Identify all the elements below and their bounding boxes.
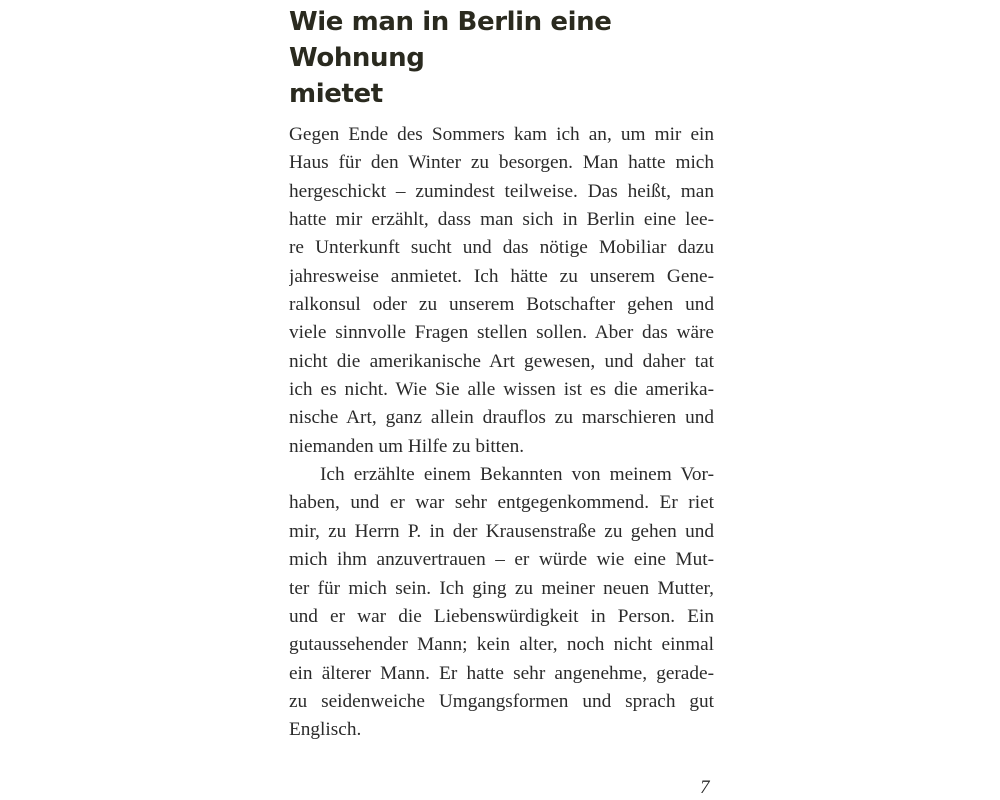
text-line: mir, zu Herrn P. in der Krausenstraße zu gehen und — [289, 520, 714, 542]
text-line: Gegen Ende des Sommers kam ich an, um mir ein — [289, 124, 714, 145]
text-line: Haus für den Winter zu besorgen. Man hatte mich — [289, 152, 714, 174]
chapter-title-line-2: mietet — [289, 79, 383, 109]
page-number: 7 — [700, 777, 710, 798]
text-line: ein älterer Mann. Er hatte sehr angenehme, gerade- — [289, 662, 714, 684]
text-line: viele sinnvolle Fragen stellen sollen. Aber das wäre — [289, 322, 714, 344]
text-line: und er war die Liebenswürdigkeit in Person. Ein — [289, 605, 714, 627]
chapter-title-line-1: Wie man in Berlin eine Wohnung — [289, 7, 612, 73]
text-line: Englisch. — [289, 719, 362, 741]
paragraph-2 — [289, 461, 714, 744]
paragraph-1 — [289, 121, 714, 461]
text-line: gutaussehender Mann; kein alter, noch nicht einmal — [289, 634, 714, 656]
text-line: ralkonsul oder zu unserem Botschafter gehen und — [289, 294, 714, 316]
text-line: nicht die amerikanische Art gewesen, und daher tat — [289, 350, 714, 372]
text-line: zu seidenweiche Umgangsformen und sprach gut — [289, 690, 714, 712]
text-line: re Unterkunft sucht und das nötige Mobiliar dazu — [289, 237, 714, 259]
text-line: haben, und er war sehr entgegenkommend. Er riet — [289, 492, 714, 514]
text-line: mich ihm anzuvertrauen – er würde wie eine Mut- — [289, 549, 714, 571]
body-text — [289, 121, 714, 745]
text-line: hatte mir erzählt, dass man sich in Berlin eine lee- — [289, 209, 714, 231]
text-line: hergeschickt – zumindest teilweise. Das heißt, man — [289, 180, 714, 202]
text-line: nische Art, ganz allein drauflos zu marschieren und — [289, 407, 714, 429]
text-line: Ich erzählte einem Bekannten von meinem Vor- — [320, 464, 714, 486]
chapter-title — [289, 4, 729, 112]
text-line: jahresweise anmietet. Ich hätte zu unserem Gene- — [289, 265, 714, 287]
text-line: ich es nicht. Wie Sie alle wissen ist es die amerika- — [289, 379, 714, 401]
text-line: ter für mich sein. Ich ging zu meiner neuen Mutter, — [289, 577, 714, 599]
text-line: niemanden um Hilfe zu bitten. — [289, 435, 525, 457]
